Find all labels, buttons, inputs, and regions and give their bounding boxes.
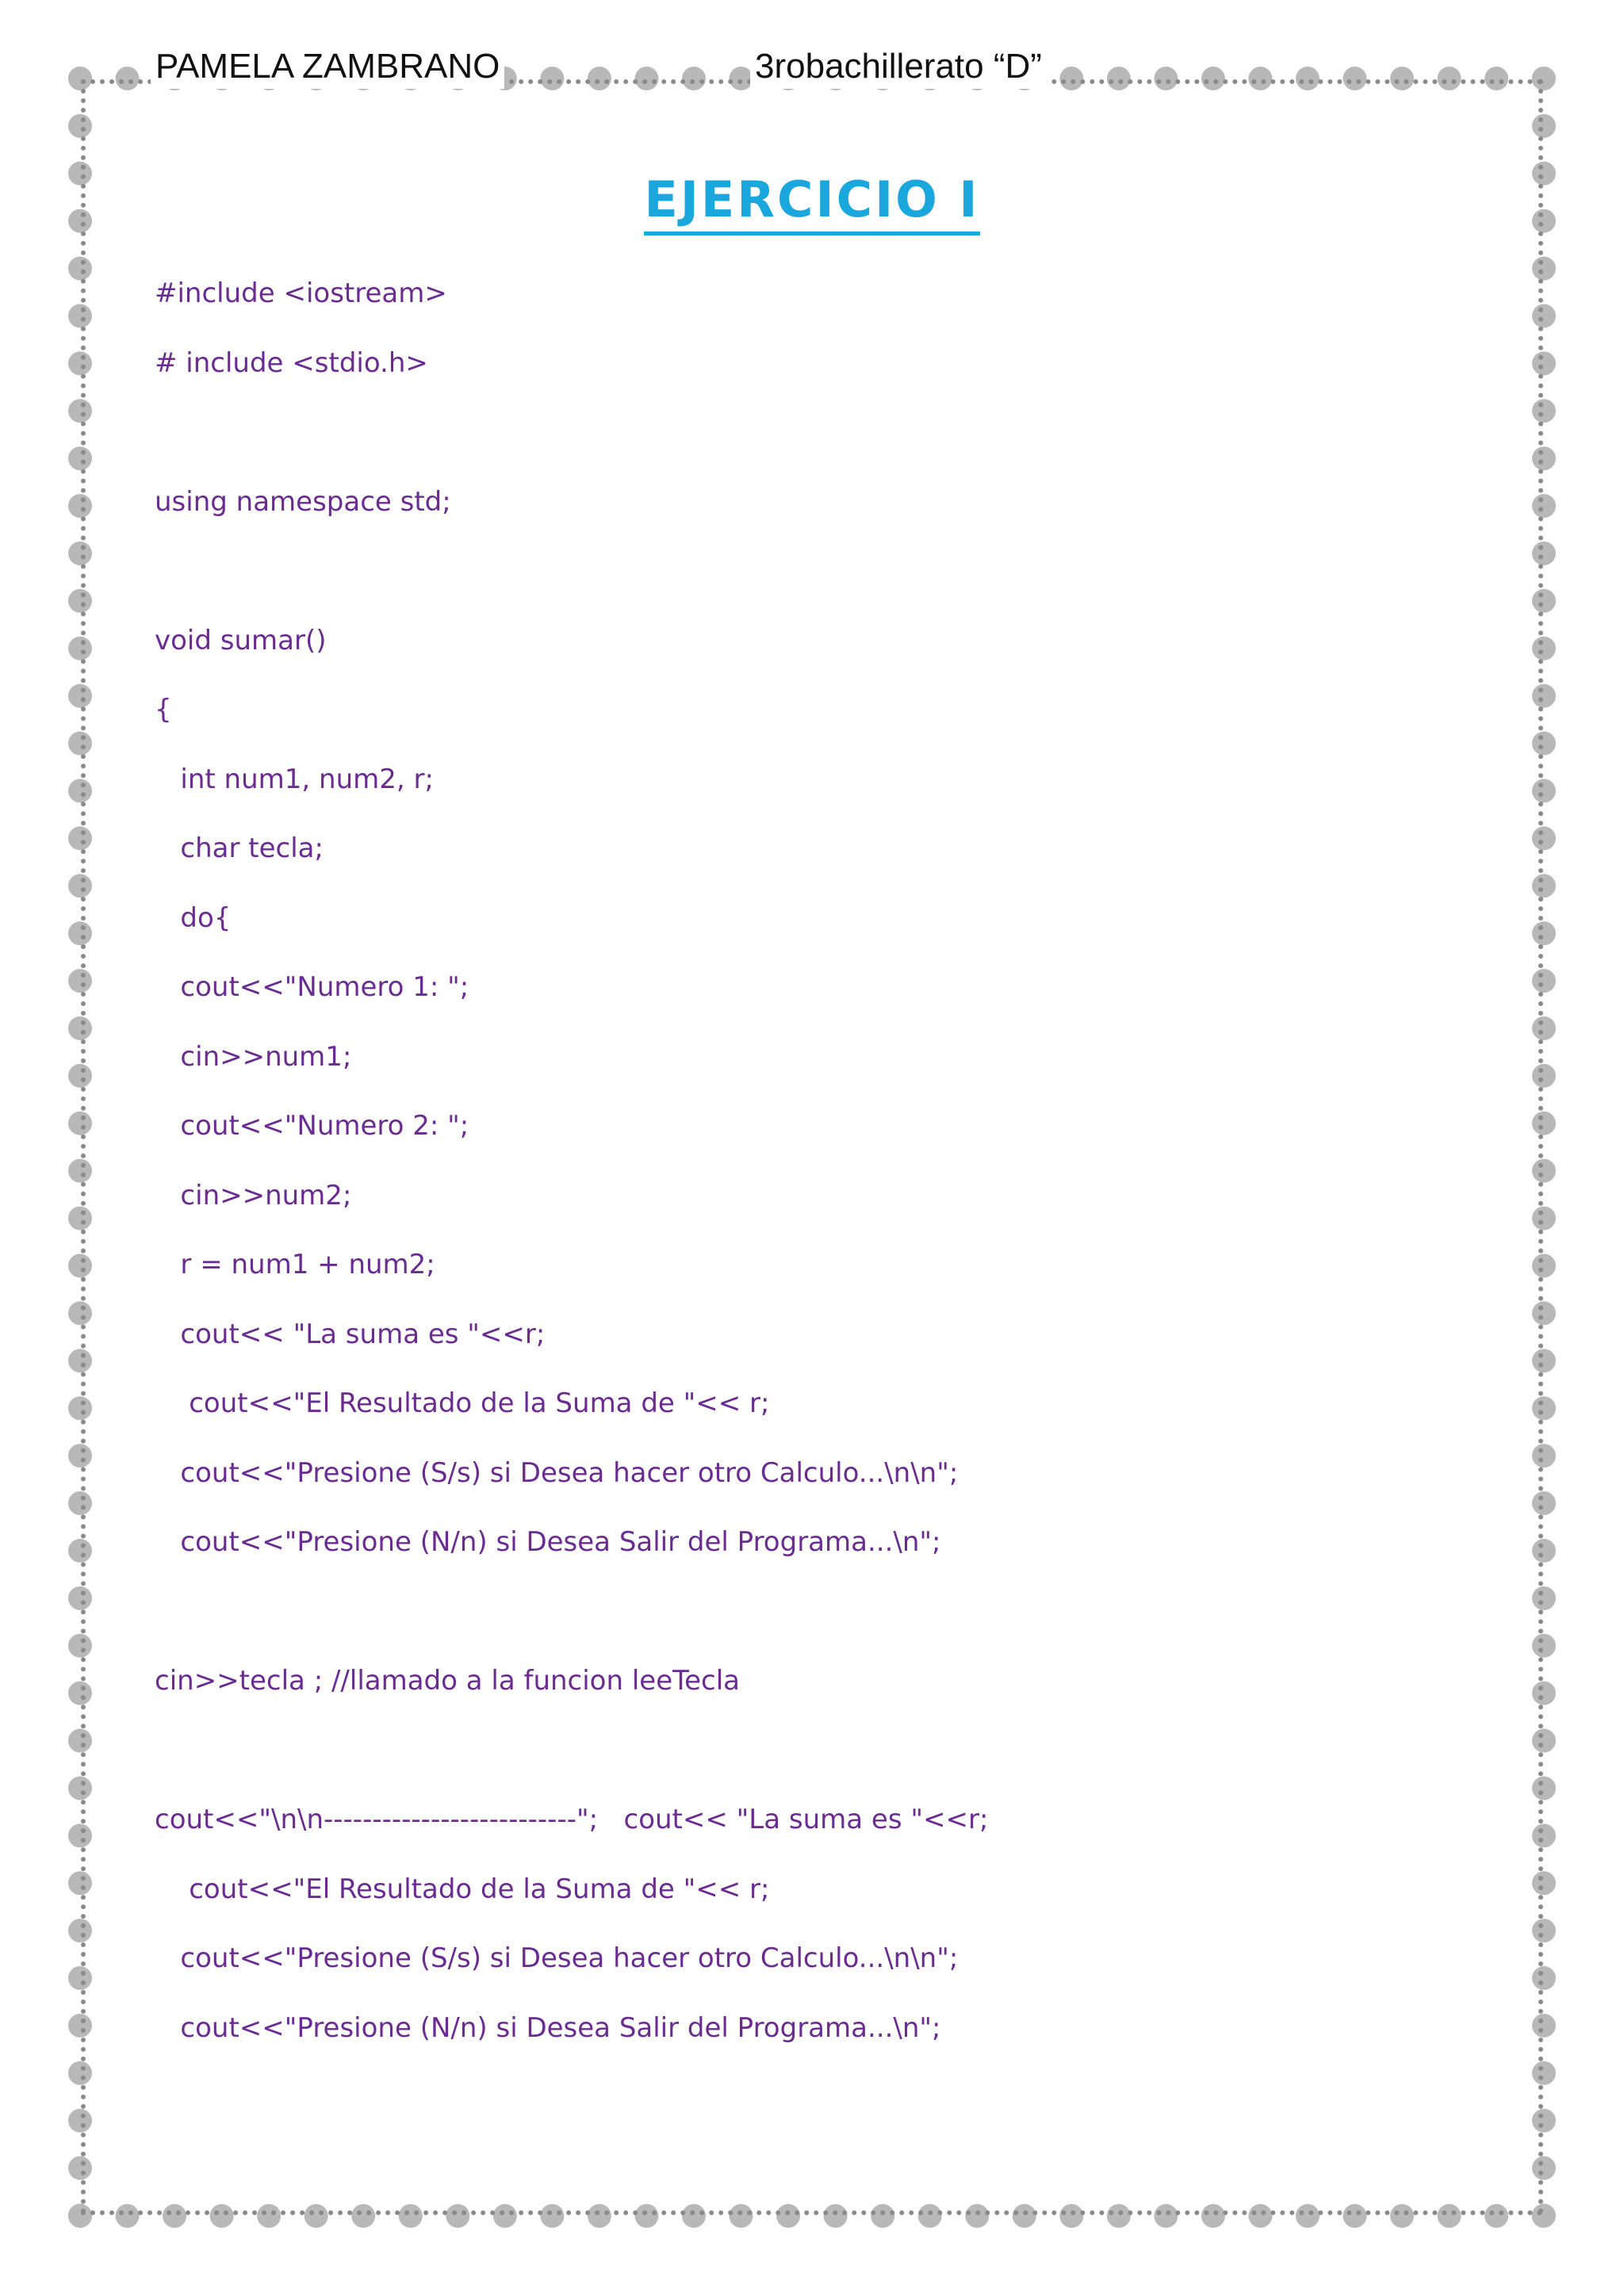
header-student-name: PAMELA ZAMBRANO <box>151 44 504 89</box>
code-line: cin>>num1; <box>155 1040 352 1073</box>
code-line: cout<<"Presione (N/n) si Desea Salir del Programa...\n"; <box>155 1526 941 1558</box>
code-line: char tecla; <box>155 832 324 864</box>
code-line: r = num1 + num2; <box>155 1249 435 1280</box>
code-line: do{ <box>155 901 232 934</box>
code-line: cout<<"Presione (S/s) si Desea hacer otro Calculo...\n\n"; <box>155 1456 959 1489</box>
code-line: cout<<"El Resultado de la Suma de "<< r; <box>155 1387 770 1419</box>
code-line: cout<<"El Resultado de la Suma de "<< r; <box>155 1873 770 1905</box>
code-line: cout<< "La suma es "<<r; <box>155 1318 546 1350</box>
code-line: void sumar() <box>155 624 327 656</box>
code-line <box>155 1727 1503 1797</box>
code-line: cin>>num2; <box>155 1179 352 1211</box>
document-title-text: EJERCICIO I <box>644 170 979 235</box>
code-line: { <box>155 694 172 725</box>
code-line: #include <iostream> <box>155 277 447 309</box>
code-line <box>155 408 1503 478</box>
code-line: cout<<"Numero 1: "; <box>155 971 469 1003</box>
document-title <box>0 168 1624 232</box>
header-grade: 3robachillerato “D” <box>750 44 1047 89</box>
code-line: cout<<"Presione (S/s) si Desea hacer otro Calculo...\n\n"; <box>155 1942 959 1974</box>
code-listing <box>155 270 1503 2073</box>
code-line: using namespace std; <box>155 485 451 518</box>
code-line: cout<<"Presione (N/n) si Desea Salir del Programa...\n"; <box>155 2011 941 2044</box>
code-line: int num1, num2, r; <box>155 763 434 795</box>
code-line <box>155 1588 1503 1658</box>
code-line: # include <stdio.h> <box>155 346 428 379</box>
code-line: cin>>tecla ; //llamado a la funcion leeTecla <box>155 1665 741 1697</box>
code-line: cout<<"Numero 2: "; <box>155 1110 469 1142</box>
code-line: cout<<"\n\n--------------------------"; cout<< "La suma es "<<r; <box>155 1804 989 1835</box>
code-line <box>155 547 1503 617</box>
